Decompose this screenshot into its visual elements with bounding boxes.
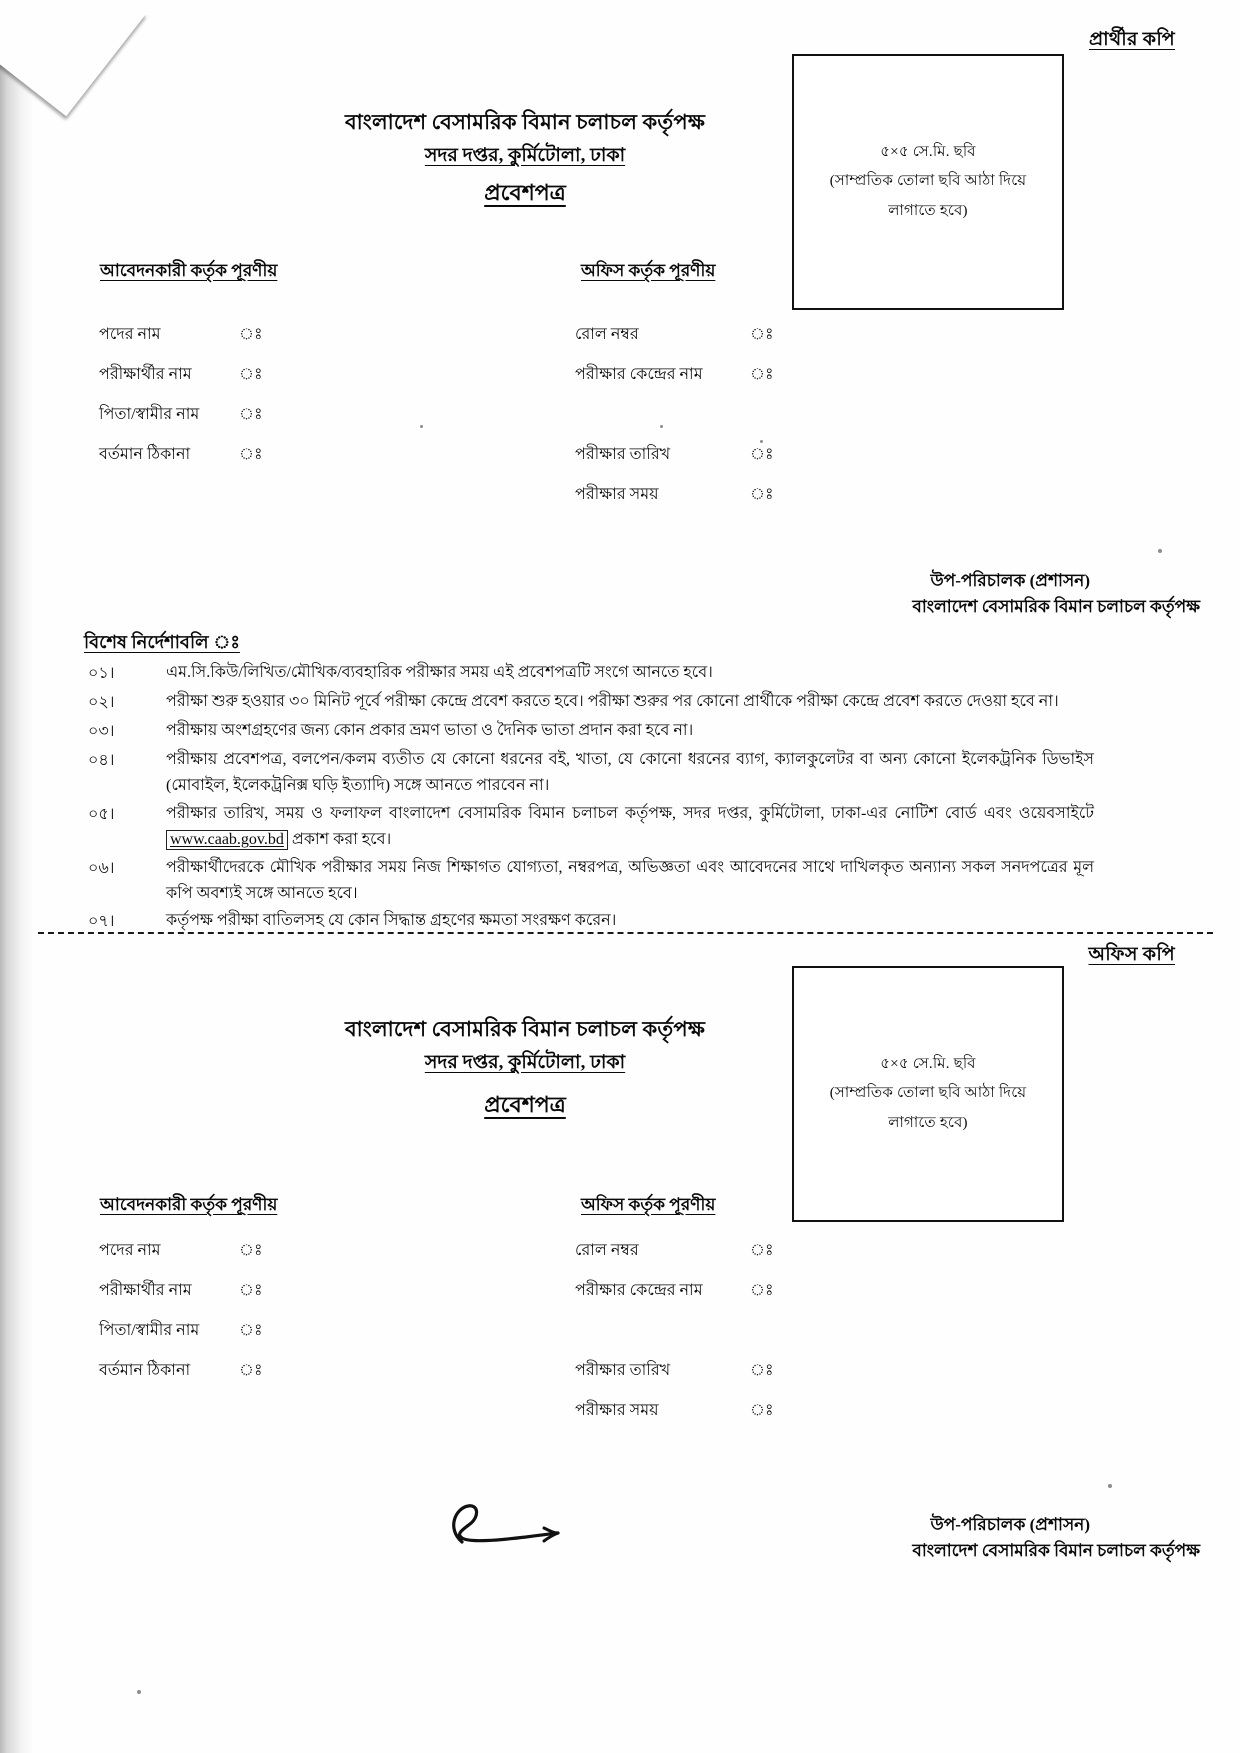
field-label: পরীক্ষার্থীর নাম xyxy=(99,366,192,383)
field-separator: ঃ xyxy=(750,1242,774,1259)
instruction-text: পরীক্ষায় প্রবেশপত্র, বলপেন/কলম ব্যতীত যে কোনো ধরনের বই, খাতা, যে কোনো ধরনের ব্যাগ, ক্যালকুলেটর বা অন্য কোনো ইলেকট্রনিক ডিভাইস (মোবাইল, ইলেকট্রনিক্স ঘড়ি ইত্যাদি) সঙ্গে আনতে পারবেন না। xyxy=(166,751,1094,794)
handwritten-signature xyxy=(440,1490,570,1560)
instruction-number: ০১। xyxy=(88,665,115,682)
signatory-organization: বাংলাদেশ বেসামরিক বিমান চলাচল কর্তৃপক্ষ xyxy=(912,1541,1200,1561)
field-label: বর্তমান ঠিকানা xyxy=(99,1362,191,1379)
field-label: পিতা/স্বামীর নাম xyxy=(99,406,200,423)
field-candidate-name xyxy=(99,1277,263,1304)
instruction-item xyxy=(84,660,1094,687)
organization-address xyxy=(0,141,1050,173)
field-candidate-name xyxy=(99,361,263,388)
field-separator: ঃ xyxy=(750,1282,774,1299)
photo-size-label: ৫×৫ সে.মি. ছবি xyxy=(880,144,976,161)
field-separator: ঃ xyxy=(239,1362,263,1379)
scan-speck xyxy=(660,425,663,428)
document-title xyxy=(0,1088,1050,1125)
website-url[interactable]: www.caab.gov.bd xyxy=(170,830,284,848)
field-separator: ঃ xyxy=(239,446,263,463)
scan-folded-corner xyxy=(0,0,150,120)
field-father-husband-name xyxy=(99,1317,263,1344)
instruction-text: পরীক্ষার্থীদেরকে মৌখিক পরীক্ষার সময় নিজ শিক্ষাগত যোগ্যতা, নম্বরপত্র, অভিজ্ঞতা এবং আবেদনের সাথে দাখিলকৃত অন্যান্য সকল সনদপত্রের মূল কপি অবশ্যই সঙ্গে আনতে হবে। xyxy=(166,858,1094,902)
instructions-heading: বিশেষ নির্দেশাবলি ঃ xyxy=(84,632,240,652)
field-label: পিতা/স্বামীর নাম xyxy=(99,1322,200,1339)
field-separator: ঃ xyxy=(239,1322,263,1339)
field-separator: ঃ xyxy=(239,1242,263,1259)
field-label: রোল নম্বর xyxy=(575,1242,639,1259)
field-label: পদের নাম xyxy=(99,326,161,343)
instruction-number: ০৭। xyxy=(88,913,115,931)
field-separator: ঃ xyxy=(750,1362,774,1379)
instruction-item xyxy=(84,689,1094,716)
office-section-heading: অফিস কর্তৃক পূরণীয় xyxy=(581,1195,716,1214)
field-separator: ঃ xyxy=(750,446,774,463)
organization-address-text: সদর দপ্তর, কুর্মিটোলা, ঢাকা xyxy=(424,1052,626,1073)
field-exam-center-name xyxy=(575,1277,774,1304)
field-separator: ঃ xyxy=(750,1402,774,1419)
instruction-number: ০২। xyxy=(88,694,115,711)
signature-block-candidate xyxy=(912,568,1200,621)
scan-speck xyxy=(104,44,109,49)
signatory-organization: বাংলাদেশ বেসামরিক বিমান চলাচল কর্তৃপক্ষ xyxy=(912,597,1200,617)
field-separator: ঃ xyxy=(750,326,774,343)
field-label: পরীক্ষার সময় xyxy=(575,1402,659,1419)
instruction-text: পরীক্ষা শুরু হওয়ার ৩০ মিনিট পূর্বে পরীক্ষা কেন্দ্রে প্রবেশ করতে হবে। পরীক্ষা শুরুর পর কোনো প্রার্থীকে পরীক্ষা কেন্দ্রে প্রবেশ করতে দেওয়া হবে না। xyxy=(166,693,1059,710)
signatory-designation: উপ-পরিচালক (প্রশাসন) xyxy=(930,571,1090,590)
field-exam-date xyxy=(575,1357,774,1384)
document-title-text: প্রবেশপত্র xyxy=(484,1092,566,1117)
copy-tag-office: অফিস কপি xyxy=(1088,944,1175,965)
field-separator: ঃ xyxy=(239,326,263,343)
instructions-list xyxy=(84,660,1094,937)
scan-speck xyxy=(52,85,56,89)
field-present-address xyxy=(99,1357,263,1384)
organization-title: বাংলাদেশ বেসামরিক বিমান চলাচল কর্তৃপক্ষ xyxy=(344,110,706,134)
field-label: বর্তমান ঠিকানা xyxy=(99,446,191,463)
instruction-text xyxy=(166,801,1094,853)
cut-line-divider xyxy=(28,932,1213,934)
field-separator: ঃ xyxy=(750,366,774,383)
instruction-text: পরীক্ষায় অংশগ্রহণের জন্য কোন প্রকার ভ্রমণ ভাতা ও দৈনিক ভাতা প্রদান করা হবে না। xyxy=(166,722,694,739)
photo-note-line2: লাগাতে হবে) xyxy=(888,202,968,219)
field-present-address xyxy=(99,441,263,468)
field-separator: ঃ xyxy=(239,1282,263,1299)
applicant-section-heading: আবেদনকারী কর্তৃক পূরণীয় xyxy=(100,1195,278,1214)
photo-note-line2: লাগাতে হবে) xyxy=(888,1114,968,1131)
document-title xyxy=(0,176,1050,213)
copy-tag-candidate: প্রার্থীর কপি xyxy=(1088,29,1175,50)
field-post-name xyxy=(99,321,263,348)
field-father-husband-name xyxy=(99,401,263,428)
instruction-item xyxy=(84,718,1094,745)
scan-speck xyxy=(1158,549,1162,553)
field-roll-number xyxy=(575,321,774,348)
field-label: পরীক্ষার কেন্দ্রের নাম xyxy=(575,1282,703,1299)
document-title-text: প্রবেশপত্র xyxy=(484,180,566,205)
field-separator: ঃ xyxy=(750,486,774,503)
instruction-item xyxy=(84,747,1094,799)
field-label: পরীক্ষার তারিখ xyxy=(575,446,671,463)
field-label: পরীক্ষার্থীর নাম xyxy=(99,1282,192,1299)
website-link-box[interactable] xyxy=(166,830,288,850)
scan-speck xyxy=(1108,1484,1112,1488)
field-label: পরীক্ষার কেন্দ্রের নাম xyxy=(575,366,703,383)
field-separator: ঃ xyxy=(239,406,263,423)
organization-address-text: সদর দপ্তর, কুর্মিটোলা, ঢাকা xyxy=(424,145,626,166)
signature-block-office xyxy=(912,1512,1200,1565)
field-exam-center-name xyxy=(575,361,774,388)
scan-speck xyxy=(420,425,423,428)
scan-speck xyxy=(760,440,763,443)
instruction-number: ০৫। xyxy=(88,805,115,823)
instruction-text: এম.সি.কিউ/লিখিত/মৌখিক/ব্যবহারিক পরীক্ষার সময় এই প্রবেশপত্রটি সংগে আনতে হবে। xyxy=(166,664,713,681)
signatory-designation: উপ-পরিচালক (প্রশাসন) xyxy=(930,1515,1090,1534)
instruction-number: ০৬। xyxy=(88,859,115,877)
scan-speck xyxy=(137,1690,141,1694)
instruction-text-before: পরীক্ষার তারিখ, সময় ও ফলাফল বাংলাদেশ বেসামরিক বিমান চলাচল কর্তৃপক্ষ, সদর দপ্তর, কুর্মিটোলা, ঢাকা-এর নোটিশ বোর্ড এবং ওয়েবসাইটে xyxy=(166,804,1094,822)
field-exam-time xyxy=(575,481,774,508)
field-roll-number xyxy=(575,1237,774,1264)
field-post-name xyxy=(99,1237,263,1264)
office-section-heading: অফিস কর্তৃক পূরণীয় xyxy=(581,261,716,280)
instruction-text: কর্তৃপক্ষ পরীক্ষা বাতিলসহ যে কোন সিদ্ধান্ত গ্রহণের ক্ষমতা সংরক্ষণ করেন। xyxy=(166,912,617,930)
photo-size-label: ৫×৫ সে.মি. ছবি xyxy=(880,1056,976,1073)
field-label: পরীক্ষার তারিখ xyxy=(575,1362,671,1379)
field-label: রোল নম্বর xyxy=(575,326,639,343)
instruction-number: ০৩। xyxy=(88,723,115,740)
field-exam-time xyxy=(575,1397,774,1424)
instruction-text-after: প্রকাশ করা হবে। xyxy=(287,830,392,848)
applicant-section-heading: আবেদনকারী কর্তৃক পূরণীয় xyxy=(100,261,278,280)
instruction-item xyxy=(84,855,1094,907)
organization-address xyxy=(0,1048,1050,1080)
photo-note-line1: (সাম্প্রতিক তোলা ছবি আঠা দিয়ে xyxy=(829,1085,1027,1102)
scan-edge-shadow xyxy=(0,0,34,1753)
field-separator: ঃ xyxy=(239,366,263,383)
field-exam-date xyxy=(575,441,774,468)
photo-note-line1: (সাম্প্রতিক তোলা ছবি আঠা দিয়ে xyxy=(829,173,1027,190)
field-label: পরীক্ষার সময় xyxy=(575,486,659,503)
instruction-number: ০৪। xyxy=(88,752,115,769)
organization-title: বাংলাদেশ বেসামরিক বিমান চলাচল কর্তৃপক্ষ xyxy=(344,1017,706,1041)
field-label: পদের নাম xyxy=(99,1242,161,1259)
instruction-item-website xyxy=(84,801,1094,853)
